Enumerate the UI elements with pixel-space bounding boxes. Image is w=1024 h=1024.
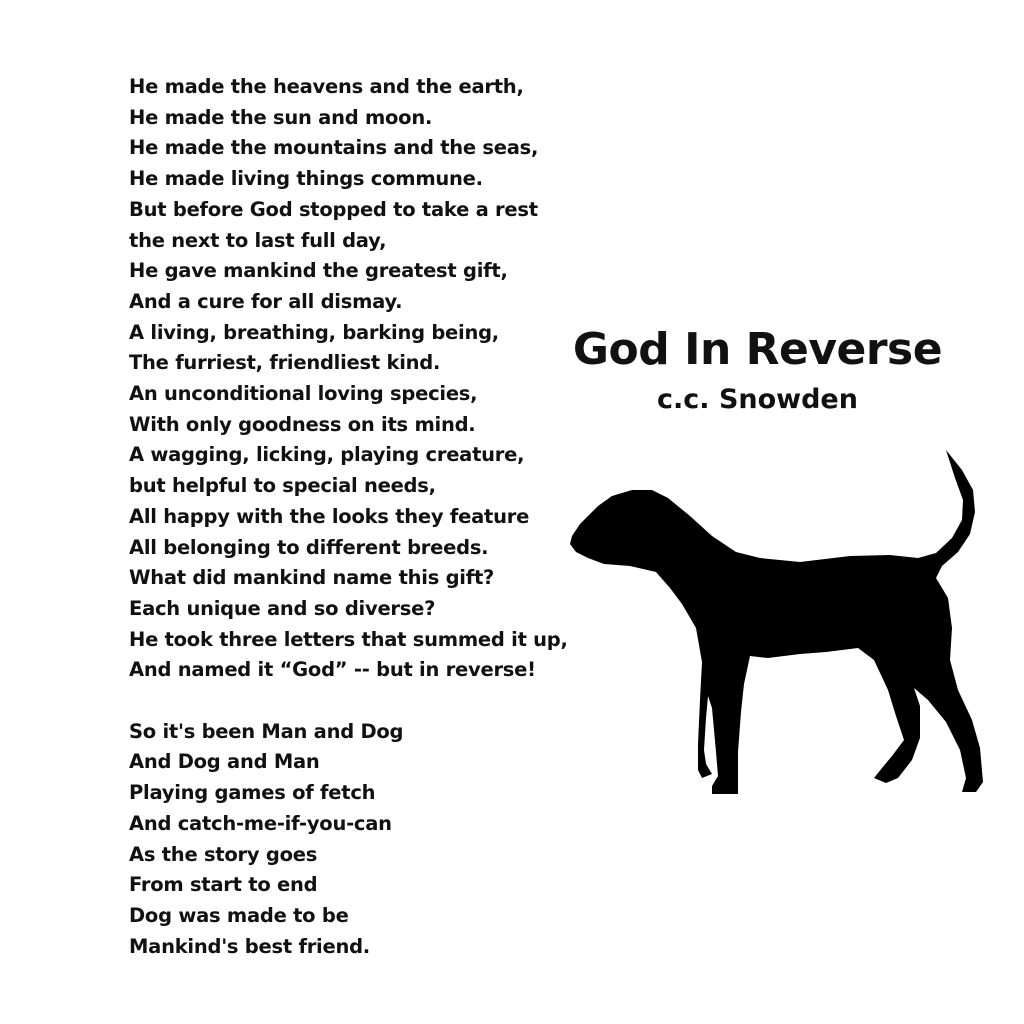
stanza-2 bbox=[129, 717, 589, 963]
poem-author: c.c. Snowden bbox=[657, 384, 858, 415]
poem-line: All happy with the looks they feature bbox=[129, 504, 530, 528]
poem-line: but helpful to special needs, bbox=[129, 474, 436, 498]
poem-line: And Dog and Man bbox=[129, 750, 320, 774]
poem-line: the next to last full day, bbox=[129, 228, 387, 252]
poem-body bbox=[129, 72, 589, 962]
poem-line: A wagging, licking, playing creature, bbox=[129, 443, 525, 467]
poem-line: An unconditional loving species, bbox=[129, 382, 478, 406]
poem-line: From start to end bbox=[129, 873, 318, 897]
poem-line: He made living things commune. bbox=[129, 167, 483, 191]
poem-line: So it's been Man and Dog bbox=[129, 719, 404, 743]
poem-line: He made the mountains and the seas, bbox=[129, 136, 539, 160]
poem-line: Each unique and so diverse? bbox=[129, 596, 436, 620]
stanza-1 bbox=[129, 72, 589, 686]
poem-line: A living, breathing, barking being, bbox=[129, 320, 499, 344]
poem-title: God In Reverse bbox=[572, 324, 943, 375]
poem-line: With only goodness on its mind. bbox=[129, 412, 476, 436]
poem-line: He took three letters that summed it up, bbox=[129, 627, 568, 651]
poem-line: Mankind's best friend. bbox=[129, 934, 370, 958]
poem-line: What did mankind name this gift? bbox=[129, 566, 495, 590]
poem-line: But before God stopped to take a rest bbox=[129, 197, 538, 221]
poem-line: All belonging to different breeds. bbox=[129, 535, 489, 559]
poem-line: He made the heavens and the earth, bbox=[129, 75, 524, 98]
poem-line: He made the sun and moon. bbox=[129, 105, 433, 129]
poem-line: Playing games of fetch bbox=[129, 781, 376, 805]
poem-line: And named it “God” -- but in reverse! bbox=[129, 658, 536, 682]
poem-line: And catch-me-if-you-can bbox=[129, 811, 392, 835]
poem-line: The furriest, friendliest kind. bbox=[129, 351, 441, 375]
poem-line: He gave mankind the greatest gift, bbox=[129, 259, 508, 283]
poem-line: As the story goes bbox=[129, 842, 318, 866]
poem-line: Dog was made to be bbox=[129, 903, 349, 927]
poem-line: And a cure for all dismay. bbox=[129, 289, 403, 313]
title-block bbox=[560, 320, 955, 418]
dog-silhouette-icon bbox=[560, 440, 1000, 820]
